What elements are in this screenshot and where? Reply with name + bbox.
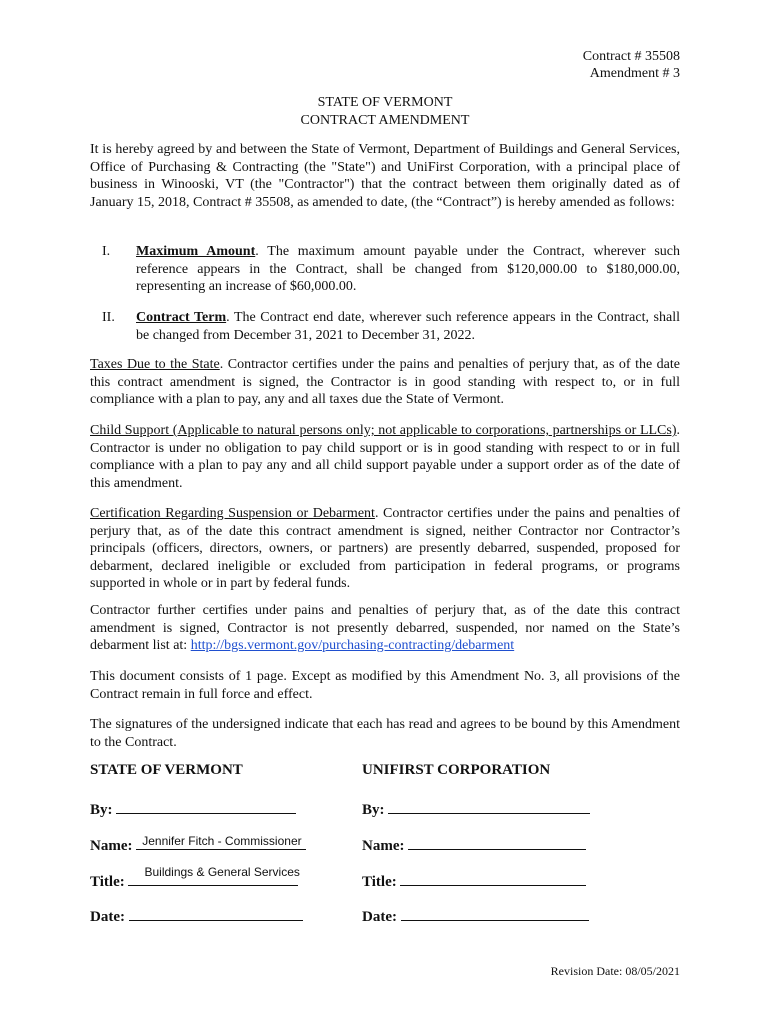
state-name-row [90, 835, 306, 855]
state-by-row [90, 799, 296, 819]
name-label: Name: [90, 838, 133, 854]
item-numeral: II. [102, 310, 115, 325]
state-date-row [90, 906, 303, 926]
state-title-row [90, 865, 300, 891]
item-body: . The Contract end date, wherever such reference appears in the Contract, shall be changed from December 31, 2021 to December 31, 2022. [136, 310, 680, 343]
item-text [136, 309, 680, 344]
item-numeral: I. [102, 244, 111, 259]
state-by-signature-line[interactable] [116, 799, 296, 814]
item-text [136, 243, 680, 296]
document-title-line1: STATE OF VERMONT [317, 95, 453, 110]
contract-number: Contract # 35508 [582, 49, 680, 64]
taxes-body: . Contractor certifies under the pains and penalties of perjury that, as of the date this contract amendment is signed, the Contractor is in good standing with respect to, or in full compliance with a plan to pay, any and all taxes due the State of Vermont. [90, 357, 680, 408]
date-label: Date: [362, 909, 397, 925]
unifirst-heading: UNIFIRST CORPORATION [362, 762, 551, 778]
taxes-paragraph [90, 356, 680, 409]
unifirst-title-row [362, 871, 586, 891]
certification-body: . Contractor certifies under the pains and penalties of perjury that, as of the date this contract amendment is signed, neither Contractor nor Contractor’s principals (officers, directors, owners, or partners) are presently debarred, suspended, proposed for debarment, declared ineligible or excluded from participation in federal programs, or programs supported in whole or in part by federal funds. [90, 506, 680, 592]
unifirst-name-field[interactable] [408, 835, 586, 850]
by-label: By: [362, 802, 385, 818]
name-label: Name: [362, 838, 405, 854]
child-support-paragraph [90, 422, 680, 492]
state-name-field[interactable] [136, 835, 306, 850]
amendment-number: Amendment # 3 [589, 66, 680, 81]
child-support-body: . Contractor is under no obligation to pay child support or is in good standing with respect to or in full compliance with a plan to pay any and all child support payable under a support order as of the date of this amendment. [90, 423, 680, 491]
document-title-line2: CONTRACT AMENDMENT [300, 113, 470, 128]
unifirst-by-row [362, 799, 590, 819]
state-title-value: Buildings & General Services [144, 865, 300, 879]
state-heading: STATE OF VERMONT [90, 762, 243, 778]
consists-paragraph: This document consists of 1 page. Except as modified by this Amendment No. 3, all provisions of the Contract remain in full force and effect. [90, 669, 680, 702]
intro-paragraph: It is hereby agreed by and between the State of Vermont, Department of Buildings and General Services, Office of Purchasing & Contracting (the "State") and UniFirst Corporation, with a principal place of business in Winooski, VT (the "Contractor") that the contract between them originally dated as of January 15, 2018, Contract # 35508, as amended to date, (the “Contract”) is hereby amended as follows: [90, 142, 680, 210]
title-label: Title: [362, 874, 397, 890]
unifirst-date-field[interactable] [401, 906, 589, 921]
unifirst-name-row [362, 835, 586, 855]
certification-paragraph [90, 505, 680, 593]
date-label: Date: [90, 909, 125, 925]
item-heading: Maximum Amount [136, 244, 256, 259]
item-body: . The maximum amount payable under the Contract, wherever such reference appears in the Contract, shall be changed from $120,000.00 to $180,000.00, representing an increase of $60,000.00. [136, 244, 680, 295]
unifirst-by-signature-line[interactable] [388, 799, 590, 814]
unifirst-date-row [362, 906, 589, 926]
taxes-heading: Taxes Due to the State [90, 357, 220, 372]
certification-heading: Certification Regarding Suspension or Debarment [90, 506, 375, 521]
revision-date: Revision Date: 08/05/2021 [550, 964, 680, 978]
title-label: Title: [90, 874, 125, 890]
item-heading: Contract Term [136, 310, 227, 325]
state-title-field[interactable] [128, 865, 300, 886]
child-support-heading: Child Support (Applicable to natural persons only; not applicable to corporations, partnerships or LLCs) [90, 423, 677, 438]
state-date-field[interactable] [129, 906, 303, 921]
unifirst-title-field[interactable] [400, 871, 586, 886]
debarment-link[interactable]: http://bgs.vermont.gov/purchasing-contracting/debarment [190, 638, 515, 654]
signatures-intro: The signatures of the undersigned indicate that each has read and agrees to be bound by this Amendment to the Contract. [90, 717, 680, 750]
debarment-body: Contractor further certifies under pains and penalties of perjury that, as of the date this contract amendment is signed, Contractor is not presently debarred, suspended, nor named on the State’s debarment list at: [90, 603, 680, 654]
by-label: By: [90, 802, 113, 818]
debarment-paragraph [90, 602, 680, 655]
state-name-value: Jennifer Fitch - Commissioner [142, 834, 302, 848]
